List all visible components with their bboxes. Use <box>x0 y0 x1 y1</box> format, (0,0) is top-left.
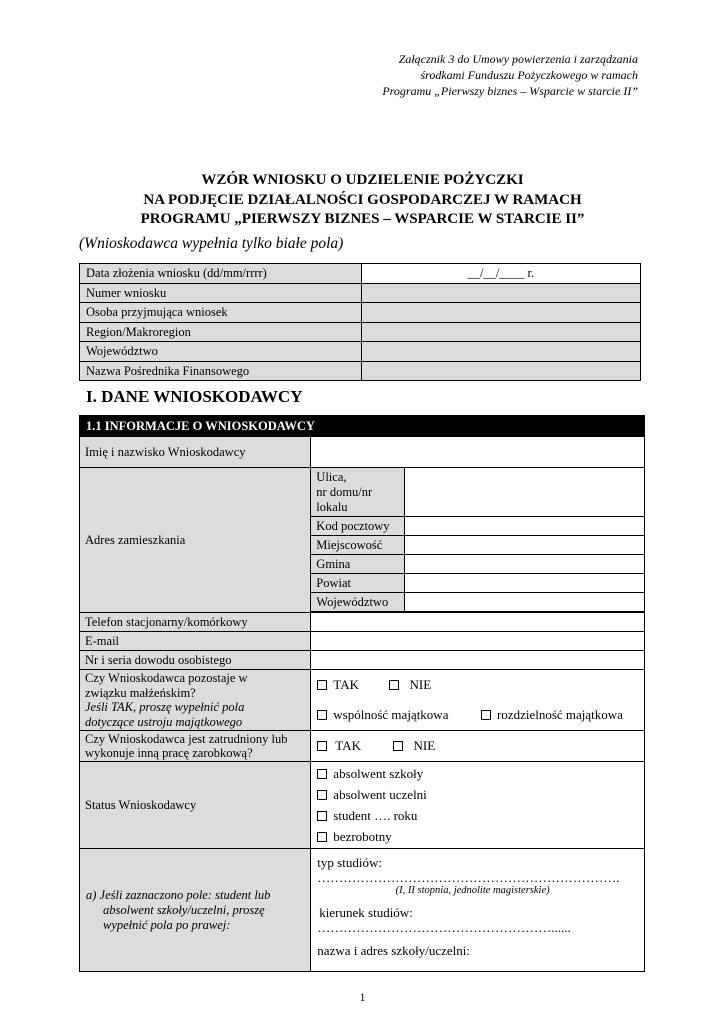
study-type-hint: (I, II stopnia, jednolite magisterskie) <box>395 885 550 896</box>
marriage-question <box>80 670 311 731</box>
document-title-line-2: NA PODJĘCIE DZIAŁALNOŚCI GOSPODARCZEJ W RAMACH <box>143 191 582 208</box>
studies-instruction-line-1: a) Jeśli zaznaczono pole: student lub <box>86 887 271 902</box>
table-row <box>80 651 645 670</box>
table-row <box>80 613 645 632</box>
table-row <box>80 303 641 323</box>
id-field[interactable] <box>311 651 645 670</box>
study-field-field[interactable]: ………………………………………………...... <box>317 920 571 935</box>
status-options <box>311 762 645 849</box>
marriage-question-line-4: dotyczące ustroju majątkowego <box>85 714 243 729</box>
marriage-question-line-2: związku małżeńskim? <box>85 685 196 700</box>
street-label-line-3: lokalu <box>316 499 348 514</box>
intake-label: Osoba przyjmująca wniosek <box>80 303 362 323</box>
attachment-note-line-1: Załącznik 3 do Umowy powierzenia i zarządzania <box>398 52 638 66</box>
city-label: Miejscowość <box>311 536 405 555</box>
applicant-table <box>79 415 645 972</box>
intake-label: Data złożenia wniosku (dd/mm/rrrr) <box>80 264 362 284</box>
submission-date-field[interactable]: __/__/____ r. <box>361 264 640 284</box>
employment-question-line-2: wykonuje inną pracę zarobkową? <box>85 746 253 760</box>
intake-label: Region/Makroregion <box>80 322 362 342</box>
name-label: Imię i nazwisko Wnioskodawcy <box>80 437 311 468</box>
document-title-line-3: PROGRAMU „PIERWSZY BIZNES – WSPARCIE W STARCIE II” <box>140 211 585 227</box>
status-graduate-university-label: absolwent uczelni <box>333 787 427 802</box>
status-label: Status Wnioskodawcy <box>80 762 311 849</box>
voivodeship-field <box>361 342 640 362</box>
separate-property-checkbox[interactable] <box>481 710 491 720</box>
intake-label: Nazwa Pośrednika Finansowego <box>80 361 362 381</box>
marriage-options <box>311 670 645 731</box>
intake-table <box>79 263 641 381</box>
study-field-label: kierunek studiów: <box>319 905 413 920</box>
employment-no-checkbox[interactable] <box>393 741 403 751</box>
studies-fields <box>311 849 645 972</box>
intermediary-field <box>361 361 640 381</box>
phone-field[interactable] <box>311 613 645 632</box>
table-row <box>80 264 641 284</box>
street-label <box>311 468 405 517</box>
email-label: E-mail <box>80 632 311 651</box>
status-student-checkbox[interactable] <box>317 811 327 821</box>
status-option <box>317 826 638 847</box>
street-label-line-2: nr domu/nr <box>316 484 373 499</box>
employment-options <box>311 731 645 762</box>
employment-yes-label: TAK <box>335 738 361 753</box>
application-number-field <box>361 283 640 303</box>
table-row <box>80 322 641 342</box>
status-graduate-school-checkbox[interactable] <box>317 769 327 779</box>
attachment-note <box>298 51 638 99</box>
address-voivodeship-label: Województwo <box>311 593 405 612</box>
table-row <box>80 361 641 381</box>
marriage-question-line-1: Czy Wnioskodawca pozostaje w <box>85 671 248 685</box>
table-row <box>80 416 645 437</box>
phone-label: Telefon stacjonarny/komórkowy <box>80 613 311 632</box>
employment-question-line-1: Czy Wnioskodawca jest zatrudniony lub <box>85 731 288 746</box>
joint-property-label: wspólność majątkowa <box>333 707 449 722</box>
table-row <box>80 342 641 362</box>
studies-instruction <box>80 849 311 972</box>
employment-question <box>80 731 311 762</box>
commune-label: Gmina <box>311 555 405 574</box>
study-type-field[interactable]: ……………………………………………………………. <box>317 870 620 885</box>
marriage-no-checkbox[interactable] <box>389 680 399 690</box>
marriage-yes-label: TAK <box>333 677 359 692</box>
street-field[interactable] <box>405 468 645 517</box>
intake-label: Województwo <box>80 342 362 362</box>
attachment-note-line-2: środkami Funduszu Pożyczkowego w ramach <box>420 68 638 82</box>
postal-code-label: Kod pocztowy <box>311 517 405 536</box>
marriage-question-line-3: Jeśli TAK, proszę wypełnić pola <box>85 700 245 714</box>
name-field[interactable] <box>311 437 645 468</box>
address-label: Adres zamieszkania <box>80 468 311 613</box>
table-row <box>80 731 645 762</box>
study-type-label: typ studiów: <box>317 855 382 870</box>
county-field[interactable] <box>405 574 645 593</box>
status-unemployed-checkbox[interactable] <box>317 832 327 842</box>
id-label: Nr i seria dowodu osobistego <box>80 651 311 670</box>
joint-property-checkbox[interactable] <box>317 710 327 720</box>
attachment-note-line-3: Programu „Pierwszy biznes – Wsparcie w starcie II” <box>382 84 638 98</box>
status-graduate-university-checkbox[interactable] <box>317 790 327 800</box>
applicant-info-heading: 1.1 INFORMACJE O WNIOSKODAWCY <box>80 416 645 437</box>
section-title: I. DANE WNIOSKODAWCY <box>86 387 303 406</box>
document-title <box>0 171 725 230</box>
table-row <box>80 632 645 651</box>
postal-code-field[interactable] <box>405 517 645 536</box>
separate-property-label: rozdzielność majątkowa <box>496 707 623 722</box>
marriage-yes-checkbox[interactable] <box>317 680 327 690</box>
table-row <box>80 670 645 731</box>
document-title-line-1: WZÓR WNIOSKU O UDZIELENIE POŻYCZKI <box>201 172 524 188</box>
status-student-label: student …. roku <box>333 808 418 823</box>
table-row <box>80 849 645 972</box>
studies-instruction-line-3: wypełnić pola po prawej: <box>103 917 231 932</box>
intake-label: Numer wniosku <box>80 283 362 303</box>
status-unemployed-label: bezrobotny <box>333 829 392 844</box>
employment-no-label: NIE <box>413 738 436 753</box>
page-number: 1 <box>359 990 366 1004</box>
status-option <box>317 784 638 805</box>
school-name-label: nazwa i adres szkoły/uczelni: <box>317 943 470 958</box>
fill-instruction: (Wnioskodawca wypełnia tylko białe pola) <box>79 235 344 252</box>
address-voivodeship-field[interactable] <box>405 593 645 612</box>
status-graduate-school-label: absolwent szkoły <box>333 766 424 781</box>
table-row <box>80 468 645 517</box>
county-label: Powiat <box>311 574 405 593</box>
table-row <box>80 762 645 849</box>
receiving-person-field <box>361 303 640 323</box>
status-option <box>317 763 638 784</box>
employment-yes-checkbox[interactable] <box>317 741 327 751</box>
studies-instruction-line-2: absolwent szkoły/uczelni, proszę <box>103 902 265 917</box>
region-field <box>361 322 640 342</box>
marriage-no-label: NIE <box>409 677 432 692</box>
table-row <box>80 437 645 468</box>
status-option <box>317 805 638 826</box>
city-field[interactable] <box>405 536 645 555</box>
email-field[interactable] <box>311 632 645 651</box>
table-row <box>80 283 641 303</box>
commune-field[interactable] <box>405 555 645 574</box>
street-label-line-1: Ulica, <box>316 469 347 484</box>
